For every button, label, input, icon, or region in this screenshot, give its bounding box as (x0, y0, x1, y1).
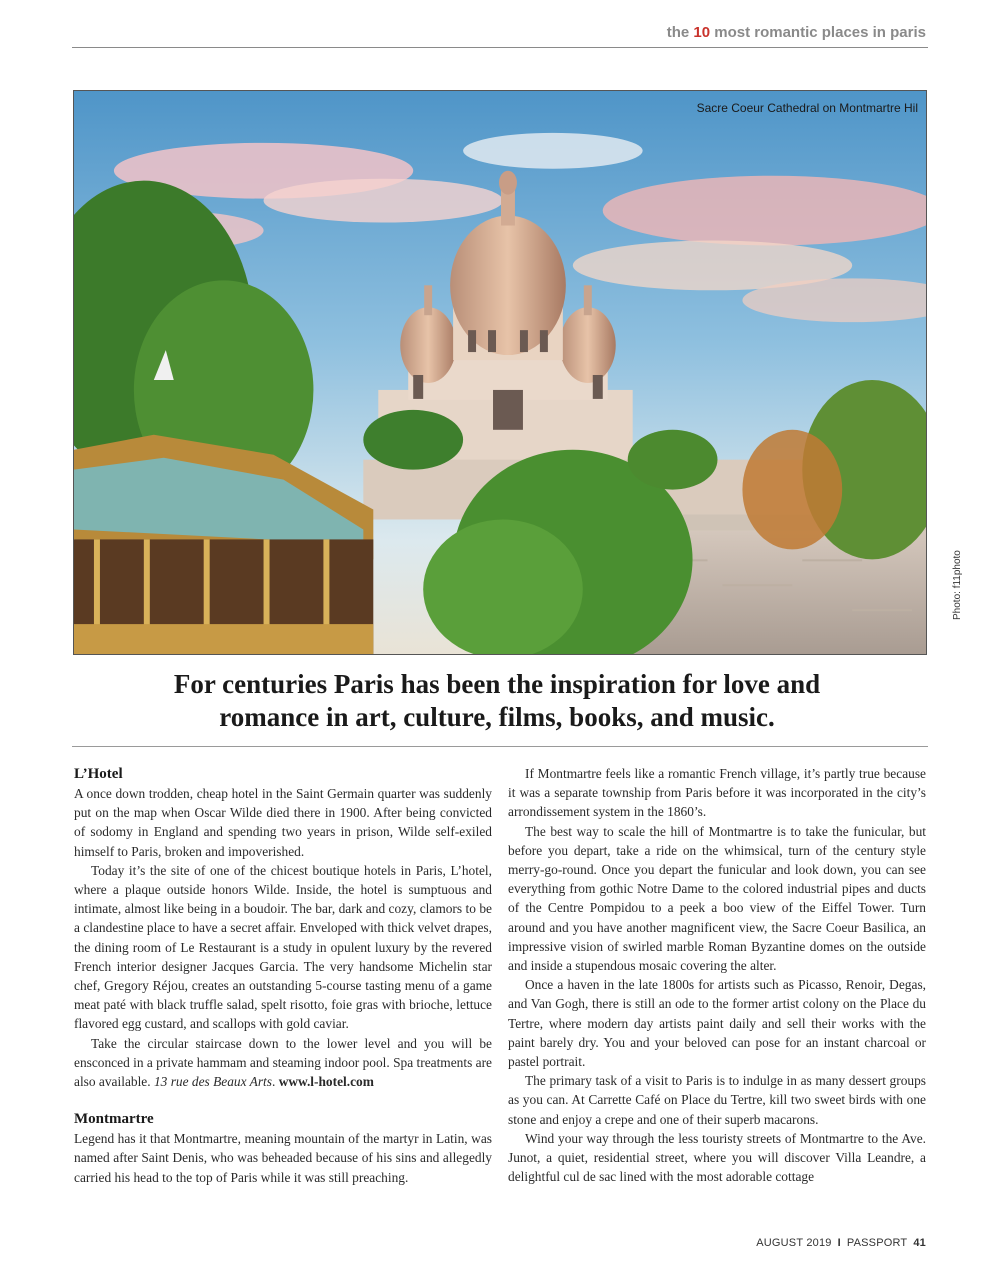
running-head-number: 10 (693, 24, 711, 41)
page-number: 41 (913, 1237, 926, 1249)
paragraph: The primary task of a visit to Paris is to indulge in as many dessert groups as you can. At Carrette Café on Place du Tertre, kill two sweet birds with one stone and enjoy a crepe and one of their superb macarons. (508, 1073, 926, 1127)
hotel-address: 13 rue des Beaux Arts (153, 1074, 272, 1090)
paragraph: A once down trodden, cheap hotel in the Saint Germain quarter was suddenly put on the map when Oscar Wilde died there in 1900. After being convicted of sodomy in England and spending two years in prison, Wilde self-exiled himself to Paris, broken and impoverished. (74, 786, 492, 859)
paragraph: Wind your way through the less touristy streets of Montmartre to the Ave. Junot, a quiet, residential street, where you will discover Villa Leandre, a delightful cul de sac lined with the most adorable cottage (508, 1130, 926, 1185)
page-footer (756, 1237, 926, 1249)
header-rule (72, 47, 928, 48)
left-column (74, 764, 492, 1187)
running-head (667, 24, 926, 41)
pullquote-line-2: romance in art, culture, films, books, and music. (219, 702, 775, 732)
footer-separator: I (837, 1237, 841, 1249)
paragraph: Once a haven in the late 1800s for artists such as Picasso, Renoir, Degas, and Van Gogh, there is still an ode to the former artist colony on the Place du Tertre, where modern day artists paint daily and sell their works with the paint barely dry. You and your beloved can pose for an instant charcoal or pastel portrait. (508, 977, 926, 1070)
paragraph: Today it’s the site of one of the chicest boutique hotels in Paris, L’hotel, where a plaque outside honors Wilde. Inside, the hotel is sumptuous and intimate, almost like being in a boudoir. The bar, dark and cozy, clamors to be a clandestine place to have a secret affair. Enveloped with thick velvet drapes, the dining room of Le Restaurant is a study in opulent luxury by the revered French interior designer Jacques Garcia. The very handsome Michelin star chef, Gregory Réjou, creates an outstanding 5-course tasting menu of a game meat paté with black truffle salad, spelt risotto, foie gras with brioche, lettuce flavored egg custard, and scallops with gold caviar. (74, 862, 492, 1032)
paragraph: If Montmartre feels like a romantic French village, it’s partly true because it was a separate township from Paris before it was incorporated in the city’s arrondissement system in the 1860’s. (508, 766, 926, 820)
sacre-coeur-photo (73, 90, 927, 655)
section-heading-lhotel: L’Hotel (74, 766, 123, 782)
photo-illustration (74, 91, 926, 654)
right-column (508, 764, 926, 1186)
issue-date: AUGUST 2019 (756, 1237, 832, 1249)
pullquote-line-1: For centuries Paris has been the inspiration for love and (173, 669, 821, 699)
paragraph: Take the circular staircase down to the lower level and you will be ensconced in a private hammam and steaming indoor pool. Spa treatments are also available. 13 rue des Beaux Arts. www.l-hotel.com (74, 1035, 492, 1090)
running-head-suffix: most romantic places in paris (714, 24, 926, 41)
paragraph: The best way to scale the hill of Montmartre is to take the funicular, but before you depart, take a ride on the whimsical, turn of the century style merry-go-round. Once you depart the funicular and look down, you can see everything from gothic Notre Dame to the colored industrial pipes and ducts of the Centre Pompidou to a peek a boo view of the Eiffel Tower. Turn around and you have another magnificent view, the Sacre Coeur Basilica, an impressive vision of swirled marble Roman Byzantine domes on the outside and inside a stupendous mosaic covering the alter. (508, 823, 926, 974)
magazine-name: PASSPORT (846, 1237, 908, 1249)
hotel-url: www.l-hotel.com (278, 1074, 374, 1090)
pullquote (100, 668, 894, 734)
photo-caption: Sacre Coeur Cathedral on Montmartre Hil (696, 101, 918, 115)
section-heading-montmartre: Montmartre (74, 1111, 154, 1128)
running-head-prefix: the (666, 24, 690, 41)
paragraph-text: Take the circular staircase down to the lower level and you will be ensconced in a private hammam and steaming indoor pool. Spa treatments are also available. (74, 1035, 492, 1090)
paragraph: Legend has it that Montmartre, meaning mountain of the martyr in Latin, was named after Saint Denis, who was beheaded because of his sins and allegedly carried his head to the top of Paris while it was still preaching. (74, 1131, 492, 1185)
photo-credit: Photo: f11photo (952, 550, 963, 620)
pullquote-rule (72, 746, 928, 747)
